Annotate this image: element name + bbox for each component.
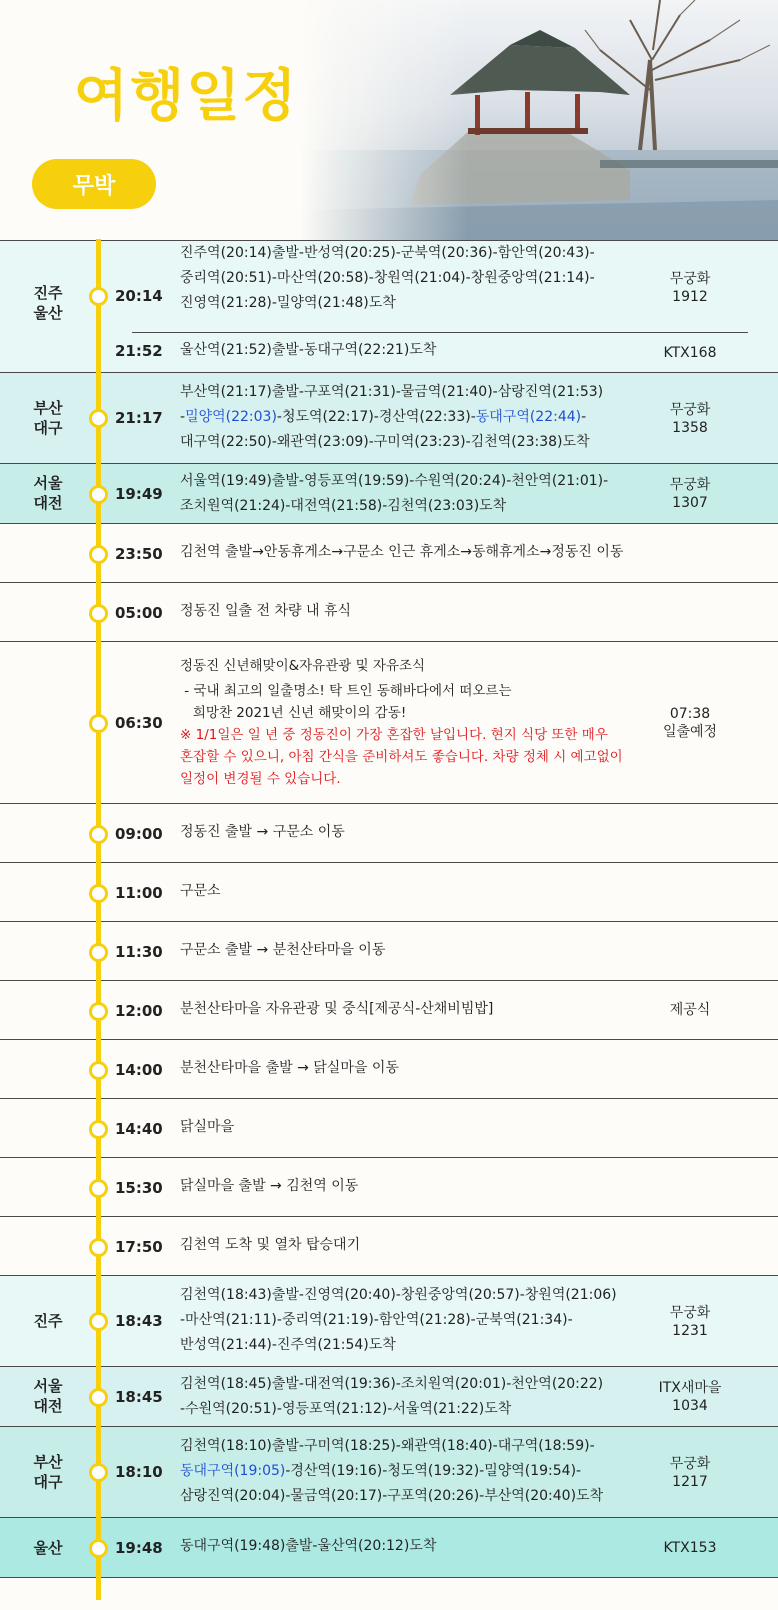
train-info: 무궁화 1307 <box>669 477 711 511</box>
train-info: 무궁화 1217 <box>669 1456 711 1490</box>
schedule-desc <box>180 652 623 790</box>
highlight-station: 동대구역(22:44) <box>475 409 582 425</box>
time-label: 23:50 <box>115 545 163 563</box>
pavilion-illustration <box>300 0 778 241</box>
route-line: 동대구역(19:05)-경산역(19:16)-청도역(19:32)-밀양역(19:54)- <box>180 1463 582 1479</box>
train-route <box>180 1372 603 1422</box>
train-info: 무궁화 1231 <box>669 1305 711 1339</box>
train-route: 동대구역(19:48)출발-울산역(20:12)도착 <box>180 1538 437 1554</box>
schedule-row <box>0 980 778 1039</box>
divider <box>132 332 748 333</box>
timeline-dot <box>89 1238 108 1257</box>
route-line: 부산역(21:17)출발-구포역(21:31)-물금역(21:40)-삼랑진역(21:53) <box>180 384 604 400</box>
schedule-desc: 구문소 <box>180 883 221 899</box>
route-line: 중리역(20:51)-마산역(20:58)-창원역(21:04)-창원중앙역(21:14)- <box>180 270 595 286</box>
train-route <box>180 469 608 519</box>
schedule-row <box>0 921 778 980</box>
highlight-station: 밀양역(22:03) <box>185 409 277 425</box>
timeline-dot <box>89 545 108 564</box>
time-label: 21:52 <box>115 342 163 360</box>
time-label: 14:40 <box>115 1120 163 1138</box>
timeline-dot <box>89 1061 108 1080</box>
region-label: 진주 울산 <box>33 284 63 322</box>
timeline-dot <box>89 1312 108 1331</box>
schedule-row <box>0 1426 778 1517</box>
region-label: 울산 <box>33 1539 63 1557</box>
trip-type-badge: 무박 <box>32 159 156 209</box>
schedule-row <box>0 372 778 463</box>
schedule-row <box>0 240 778 372</box>
schedule-row <box>0 862 778 921</box>
train-route: 울산역(21:52)출발-동대구역(22:21)도착 <box>180 342 437 358</box>
header <box>0 0 778 241</box>
timeline-dot <box>89 287 108 306</box>
route-line: 진주역(20:14)출발-반성역(20:25)-군북역(20:36)-함안역(20:43)- <box>180 245 595 261</box>
train-info: 무궁화 1358 <box>669 402 711 436</box>
schedule-row <box>0 641 778 803</box>
schedule-row <box>0 1366 778 1426</box>
route-line: -수원역(20:51)-영등포역(21:12)-서울역(21:22)도착 <box>180 1401 512 1417</box>
schedule-desc: 김천역 출발→안동휴게소→구문소 인근 휴게소→동해휴게소→정동진 이동 <box>180 544 624 560</box>
event-note: 희망찬 2021년 신년 해맞이의 감동! <box>180 705 407 721</box>
timeline-dot <box>89 1463 108 1482</box>
train-info: KTX153 <box>663 1540 717 1556</box>
route-line: 조치원역(21:24)-대전역(21:58)-김천역(23:03)도착 <box>180 498 507 514</box>
time-label: 19:49 <box>115 485 163 503</box>
schedule-row <box>0 582 778 641</box>
schedule-desc: 분천산타마을 출발 → 닭실마을 이동 <box>180 1060 399 1076</box>
event-title: 정동진 신년해맞이&자유관광 및 자유조식 <box>180 658 426 674</box>
highlight-station: 동대구역(19:05) <box>180 1463 286 1479</box>
route-line: 진영역(21:28)-밀양역(21:48)도착 <box>180 295 396 311</box>
warning-text: 혼잡할 수 있으니, 아침 간식을 준비하셔도 좋습니다. 차량 정체 시 예고없이 <box>180 749 623 765</box>
timeline-dot <box>89 604 108 623</box>
timeline-dot <box>89 1539 108 1558</box>
train-route <box>180 241 595 316</box>
meal-info: 제공식 <box>669 1002 711 1018</box>
route-line: -마산역(21:11)-중리역(21:19)-함안역(21:28)-군북역(21:34)- <box>180 1312 573 1328</box>
schedule-desc: 닭실마을 출발 → 김천역 이동 <box>180 1178 359 1194</box>
timeline-dot <box>89 1002 108 1021</box>
region-label: 서울 대전 <box>33 474 63 512</box>
time-label: 11:30 <box>115 943 163 961</box>
time-label: 11:00 <box>115 884 163 902</box>
timeline-dot <box>89 409 108 428</box>
schedule-row <box>0 803 778 862</box>
region-label: 진주 <box>33 1312 63 1330</box>
train-route <box>180 380 603 455</box>
sunrise-info: 07:38 일출예정 <box>662 706 718 740</box>
region-label: 부산 대구 <box>33 1453 63 1491</box>
train-info: KTX168 <box>663 345 717 361</box>
time-label: 05:00 <box>115 604 163 622</box>
schedule-row <box>0 523 778 582</box>
schedule-row <box>0 1098 778 1157</box>
time-label: 14:00 <box>115 1061 163 1079</box>
route-line: 서울역(19:49)출발-영등포역(19:59)-수원역(20:24)-천안역(21:01)- <box>180 473 609 489</box>
timeline-dot <box>89 1179 108 1198</box>
time-label: 18:43 <box>115 1312 163 1330</box>
page-title: 여행일정 <box>74 64 299 129</box>
schedule-row <box>0 463 778 523</box>
time-label: 12:00 <box>115 1002 163 1020</box>
header-photo <box>300 0 778 241</box>
route-line: 삼랑진역(20:04)-물금역(20:17)-구포역(20:26)-부산역(20:40)도착 <box>180 1488 604 1504</box>
time-label: 18:10 <box>115 1463 163 1481</box>
timeline-dot <box>89 1120 108 1139</box>
route-line: 김천역(18:45)출발-대전역(19:36)-조치원역(20:01)-천안역(20:22) <box>180 1376 604 1392</box>
time-label: 20:14 <box>115 287 163 305</box>
time-label: 19:48 <box>115 1539 163 1557</box>
region-label: 부산 대구 <box>33 399 63 437</box>
schedule-desc: 정동진 일출 전 차량 내 휴식 <box>180 603 352 619</box>
time-label: 18:45 <box>115 1388 163 1406</box>
route-line: -밀양역(22:03)-청도역(22:17)-경산역(22:33)-동대구역(22:44)- <box>180 409 587 425</box>
schedule-row <box>0 1157 778 1216</box>
timeline-dot <box>89 884 108 903</box>
warning-text: ※ 1/1일은 일 년 중 정동진이 가장 혼잡한 날입니다. 현지 식당 또한 매우 <box>180 727 608 743</box>
region-label: 서울 대전 <box>33 1377 63 1415</box>
schedule-desc: 김천역 도착 및 열차 탑승대기 <box>180 1237 361 1253</box>
train-route <box>180 1434 603 1509</box>
route-line: 김천역(18:10)출발-구미역(18:25)-왜관역(18:40)-대구역(18:59)- <box>180 1438 595 1454</box>
time-label: 17:50 <box>115 1238 163 1256</box>
time-label: 09:00 <box>115 825 163 843</box>
schedule-desc: 분천산타마을 자유관광 및 중식[제공식-산채비빔밥] <box>180 1001 494 1017</box>
schedule-desc: 닭실마을 <box>180 1119 235 1135</box>
schedule-row <box>0 1517 778 1578</box>
time-label: 15:30 <box>115 1179 163 1197</box>
train-route <box>180 1283 617 1358</box>
time-label: 06:30 <box>115 714 163 732</box>
timeline-dot <box>89 714 108 733</box>
schedule-row <box>0 1275 778 1366</box>
schedule-desc: 구문소 출발 → 분천산타마을 이동 <box>180 942 386 958</box>
train-info: 무궁화 1912 <box>669 271 711 305</box>
timeline-dot <box>89 943 108 962</box>
route-line: 대구역(22:50)-왜관역(23:09)-구미역(23:23)-김천역(23:38)도착 <box>180 434 590 450</box>
time-label: 21:17 <box>115 409 163 427</box>
train-info: ITX새마을 1034 <box>658 1380 722 1414</box>
event-note: - 국내 최고의 일출명소! 탁 트인 동해바다에서 떠오르는 <box>180 683 512 699</box>
timeline-dot <box>89 825 108 844</box>
timeline-dot <box>89 1388 108 1407</box>
schedule-row <box>0 1216 778 1275</box>
route-line: 김천역(18:43)출발-진영역(20:40)-창원중앙역(20:57)-창원역(21:06) <box>180 1287 617 1303</box>
schedule-desc: 정동진 출발 → 구문소 이동 <box>180 824 345 840</box>
schedule-row <box>0 1039 778 1098</box>
warning-text: 일정이 변경될 수 있습니다. <box>180 771 341 787</box>
timeline-dot <box>89 485 108 504</box>
route-line: 반성역(21:44)-진주역(21:54)도착 <box>180 1337 396 1353</box>
